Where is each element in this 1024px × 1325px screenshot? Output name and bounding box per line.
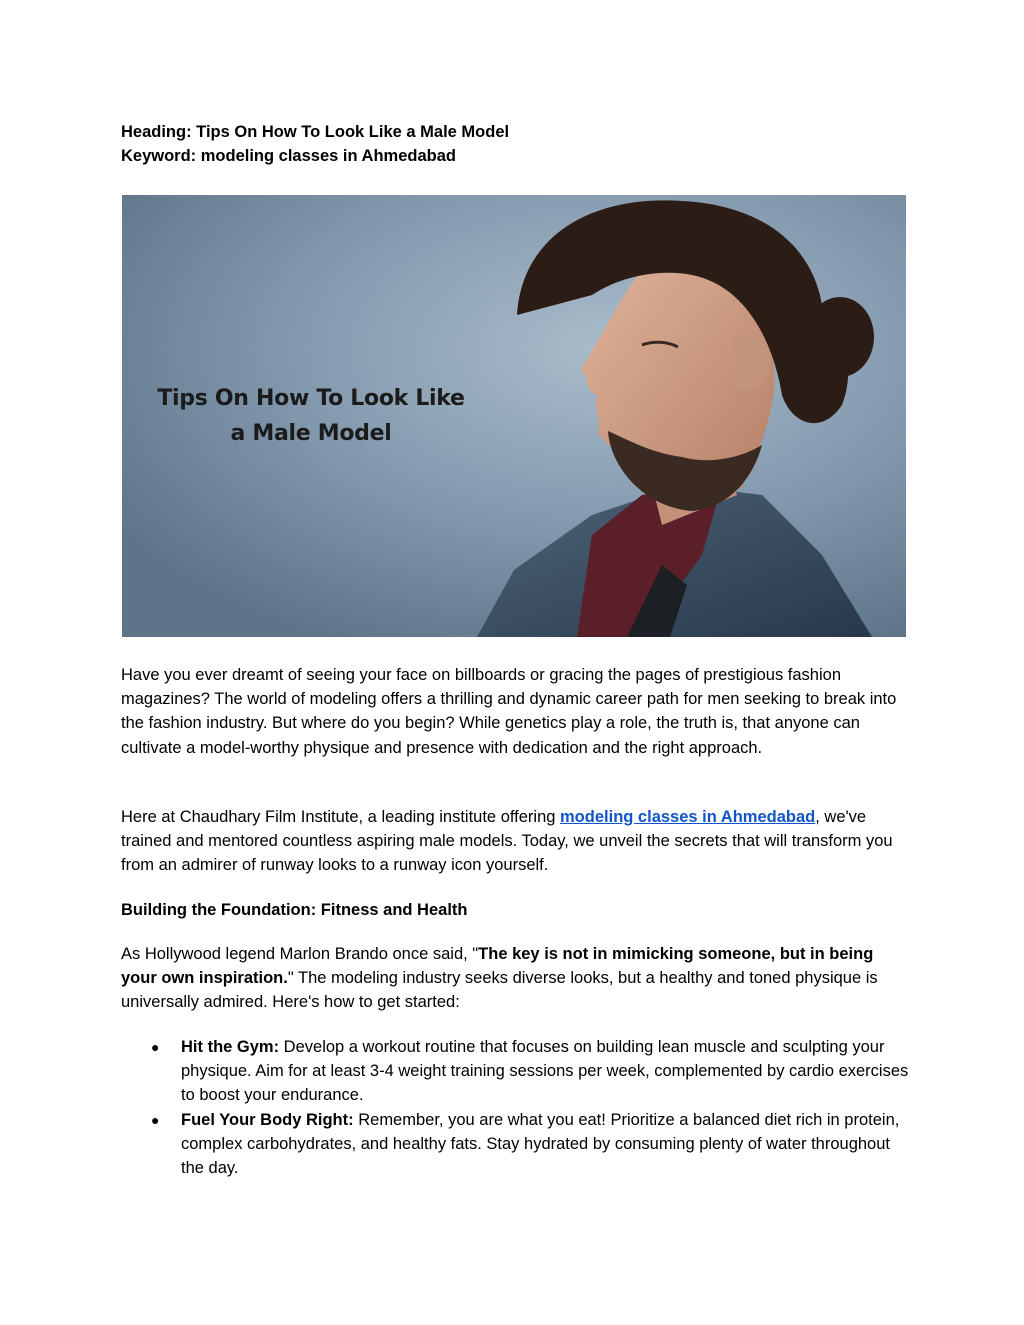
bullet-dot: ● [151, 1111, 160, 1128]
institute-text-before: Here at Chaudhary Film Institute, a leading institute offering [121, 808, 561, 826]
quote-paragraph [121, 942, 911, 1015]
institute-paragraph [121, 805, 911, 878]
quote-text: The key is not in mimicking someone, but in being your own inspiration. [121, 945, 874, 988]
list-item-text: Remember, you are what you eat! Prioritize a balanced diet rich in protein, complex carbohydrates, and healthy fats. Stay hydrated by consuming plenty of water throughout the day. [181, 1110, 900, 1178]
hero-title-line1: Tips On How To Look Like [157, 386, 465, 411]
hero-image [122, 195, 906, 637]
tips-list [121, 1035, 911, 1180]
quote-text-after: " The modeling industry seeks diverse looks, but a healthy and toned physique is universally admired. Here's how to get started: [121, 969, 878, 1012]
hero-title-line2: a Male Model [230, 421, 392, 446]
heading-line: Heading: Tips On How To Look Like a Male Model [121, 123, 510, 141]
intro-paragraph: Have you ever dreamt of seeing your face on billboards or gracing the pages of prestigious fashion magazines? The world of modeling offers a thrilling and dynamic career path for men seeking to break into the fashion industry. But where do you begin? While genetics play a role, the truth is, that anyone can cultivate a model-worthy physique and presence with dedication and the right approach. [121, 666, 897, 757]
list-item [121, 1035, 911, 1108]
bullet-dot: ● [151, 1039, 160, 1055]
document-header [121, 120, 911, 168]
list-item-text: Develop a workout routine that focuses on building lean muscle and sculpting your physique. Aim for at least 3-4 weight training sessions per week, complemented by cardio exercises to boost your endurance. [181, 1038, 909, 1105]
keyword-line: Keyword: modeling classes in Ahmedabad [121, 147, 456, 165]
hero-title [122, 381, 500, 451]
quote-text-before: As Hollywood legend Marlon Brando once said, " [121, 945, 479, 963]
list-item [121, 1108, 911, 1181]
list-item-lead: Hit the Gym: [181, 1038, 280, 1056]
section-heading: Building the Foundation: Fitness and Health [121, 901, 468, 919]
modeling-classes-link[interactable]: modeling classes in Ahmedabad [560, 808, 816, 826]
institute-text-after: , we've trained and mentored countless aspiring male models. Today, we unveil the secrets that will transform you from an admirer of runway looks to a runway icon yourself. [121, 808, 893, 875]
list-item-lead: Fuel Your Body Right: [181, 1110, 354, 1129]
